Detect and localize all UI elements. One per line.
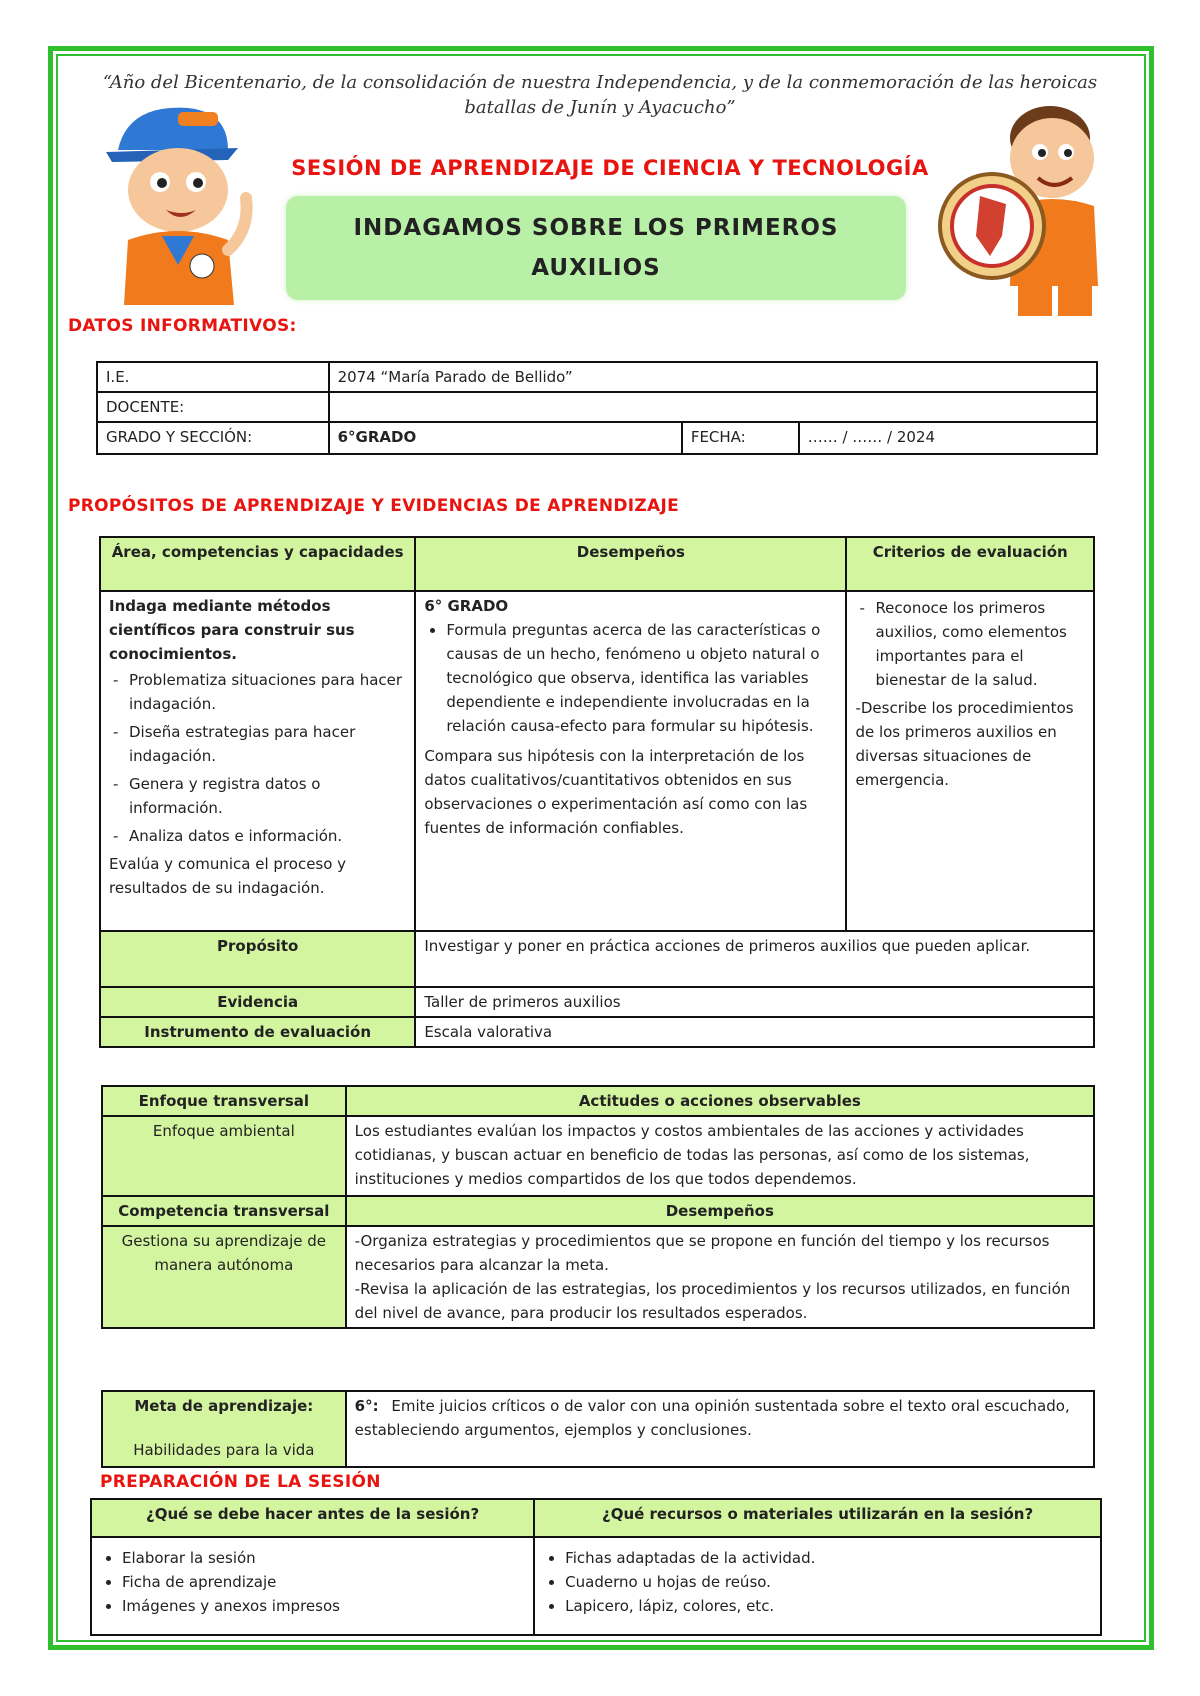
preparacion-section-title: PREPARACIÓN DE LA SESIÓN — [100, 1472, 381, 1492]
list-item: • Formula preguntas acerca de las características o causas de un hecho, fenómeno u objeto natural o tecnológico que observa, identifica las variables dependiente e independiente involucradas en la relación causa-efecto para formular su hipótesis. — [446, 618, 837, 738]
topic-title-line2: AUXILIOS — [531, 255, 661, 281]
list-item: • Fichas adaptadas de la actividad. — [565, 1546, 1092, 1570]
list-item: - Problematiza situaciones para hacer indagación. — [111, 668, 406, 716]
man-mascot-shield-icon — [930, 96, 1130, 326]
col-competencia-transversal: Competencia transversal — [102, 1196, 346, 1226]
list-item: • Imágenes y anexos impresos — [122, 1594, 525, 1618]
col-actitudes: Actitudes o acciones observables — [346, 1086, 1094, 1116]
instrumento-value: Escala valorativa — [415, 1017, 1094, 1047]
desempeno-list — [424, 618, 837, 738]
col-criterios: Criterios de evaluación — [846, 537, 1094, 591]
grado-heading: 6° GRADO — [424, 597, 509, 615]
col-antes: ¿Qué se debe hacer antes de la sesión? — [91, 1499, 534, 1537]
meta-label-cell — [102, 1391, 346, 1467]
grado-label: GRADO Y SECCIÓN: — [97, 422, 329, 454]
desempenos-cell — [415, 591, 846, 931]
criterio-2: -Describe los procedimientos de los primeros auxilios en diversas situaciones de emergencia. — [855, 699, 1074, 789]
datos-section-title: DATOS INFORMATIVOS: — [68, 316, 297, 336]
proposito-value: Investigar y poner en práctica acciones de primeros auxilios que pueden aplicar. — [415, 931, 1094, 987]
docente-value — [329, 392, 1097, 422]
competencia-title: Indaga mediante métodos científicos para construir sus conocimientos. — [109, 597, 355, 663]
docente-label: DOCENTE: — [97, 392, 329, 422]
desempeno-transversal-2: -Revisa la aplicación de las estrategias, los procedimientos y los recursos utilizados, en función del nivel de avance, para producir los resultados esperados. — [354, 1280, 1071, 1322]
col-recursos: ¿Qué recursos o materiales utilizarán en la sesión? — [534, 1499, 1101, 1537]
criterios-list — [855, 596, 1085, 692]
session-title: SESIÓN DE APRENDIZAJE DE CIENCIA Y TECNOLOGÍA — [291, 156, 929, 180]
list-item: - Diseña estrategias para hacer indagación. — [111, 720, 406, 768]
desempeno-text: Compara sus hipótesis con la interpretación de los datos cualitativos/cuantitativos obtenidos en sus observaciones o experimentación así como con las fuentes de información confiables. — [424, 747, 808, 837]
recursos-cell — [534, 1537, 1101, 1635]
col-area: Área, competencias y capacidades — [100, 537, 415, 591]
list-item: • Lapicero, lápiz, colores, etc. — [565, 1594, 1092, 1618]
evidencia-value: Taller de primeros auxilios — [415, 987, 1094, 1017]
col-desempenos-transversal: Desempeños — [346, 1196, 1094, 1226]
enfoques-table — [101, 1085, 1095, 1329]
col-desempenos: Desempeños — [415, 537, 846, 591]
criterios-cell — [846, 591, 1094, 931]
desempenos-transversal-cell — [346, 1226, 1094, 1328]
fecha-label: FECHA: — [682, 422, 799, 454]
actitudes-text: Los estudiantes evalúan los impactos y costos ambientales de las acciones y actividades cotidianas, y buscan actuar en beneficio de todas las personas, así como de los sistemas, instituciones y medios compartidos de los que todos dependemos. — [346, 1116, 1094, 1196]
preparacion-table — [90, 1498, 1102, 1636]
instrumento-label: Instrumento de evaluación — [100, 1017, 415, 1047]
recursos-list — [543, 1546, 1092, 1618]
competencia-transversal: Gestiona su aprendizaje de manera autónoma — [102, 1226, 346, 1328]
capacidad-final: Evalúa y comunica el proceso y resultados de su indagación. — [109, 855, 347, 897]
topic-title-line1: INDAGAMOS SOBRE LOS PRIMEROS — [353, 215, 839, 241]
grado-value: 6°GRADO — [329, 422, 682, 454]
year-motto: “Año del Bicentenario, de la consolidación de nuestra Independencia, y de la conmemoración de las heroicas batallas de Junín y Ayacucho” — [102, 72, 1098, 118]
ie-value: 2074 “María Parado de Bellido” — [329, 362, 1097, 392]
antes-list — [100, 1546, 525, 1618]
capacidades-list — [109, 668, 406, 848]
list-item: • Elaborar la sesión — [122, 1546, 525, 1570]
datos-table — [96, 361, 1098, 455]
antes-cell — [91, 1537, 534, 1635]
boy-mascot-icon — [78, 90, 258, 310]
topic-title-box — [286, 196, 906, 300]
competencias-cell — [100, 591, 415, 931]
propositos-section-title: PROPÓSITOS DE APRENDIZAJE Y EVIDENCIAS DE APRENDIZAJE — [68, 496, 679, 516]
list-item: - Analiza datos e información. — [111, 824, 406, 848]
enfoque-name: Enfoque ambiental — [102, 1116, 346, 1196]
col-enfoque: Enfoque transversal — [102, 1086, 346, 1116]
propositos-table — [99, 536, 1095, 1048]
list-item: • Ficha de aprendizaje — [122, 1570, 525, 1594]
desempeno-transversal-1: -Organiza estrategias y procedimientos que se propone en función del tiempo y los recursos necesarios para alcanzar la meta. — [354, 1232, 1050, 1274]
list-item: - Genera y registra datos o información. — [111, 772, 406, 820]
list-item: • Cuaderno u hojas de reúso. — [565, 1570, 1092, 1594]
ie-label: I.E. — [97, 362, 329, 392]
list-item: - Reconoce los primeros auxilios, como elementos importantes para el bienestar de la salud. — [857, 596, 1085, 692]
evidencia-label: Evidencia — [100, 987, 415, 1017]
meta-text-cell — [346, 1391, 1094, 1467]
meta-label: Meta de aprendizaje: — [134, 1397, 314, 1415]
meta-grade: 6°: — [354, 1397, 379, 1415]
fecha-value: …… / …… / 2024 — [799, 422, 1097, 454]
meta-text: Emite juicios críticos o de valor con una opinión sustentada sobre el texto oral escuchado, estableciendo argumentos, ejemplos y conclusiones. — [354, 1397, 1070, 1439]
meta-sub-label: Habilidades para la vida — [133, 1441, 315, 1459]
proposito-label: Propósito — [100, 931, 415, 987]
meta-table — [101, 1390, 1095, 1468]
